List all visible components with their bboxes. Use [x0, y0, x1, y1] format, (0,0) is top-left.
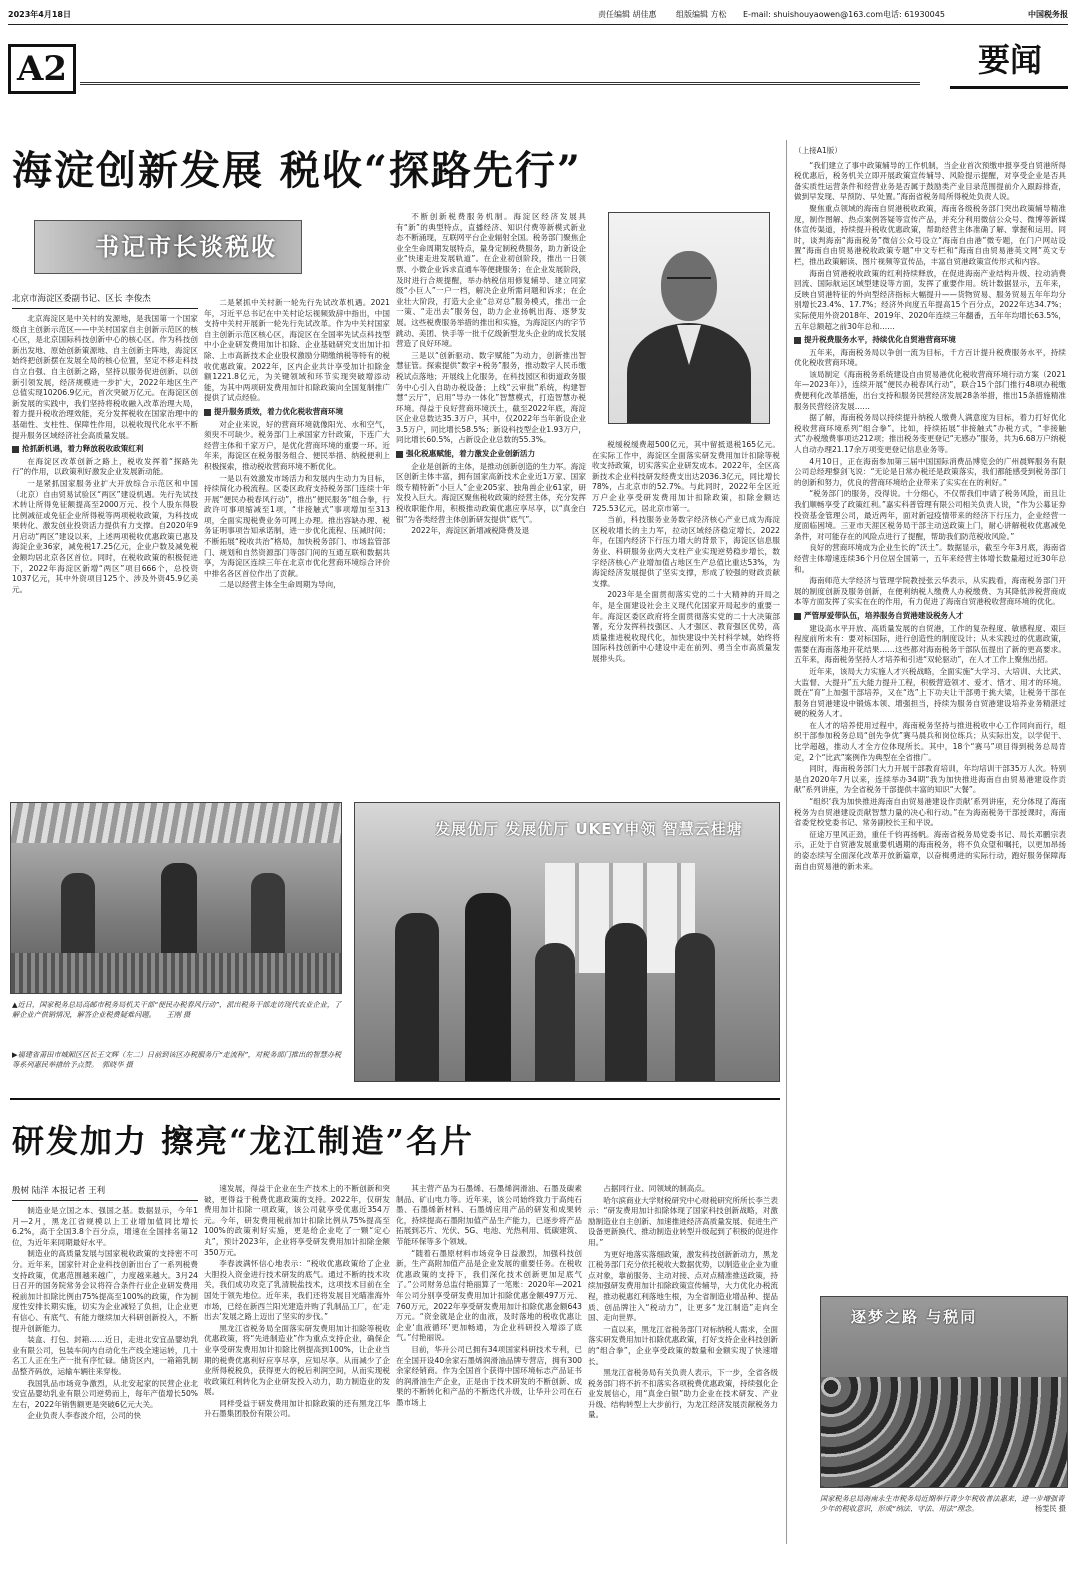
- right-p13: 建设高水平开放、高质量发展的自贸港，工作的复杂程度、敏感程度、艰巨程度前所未有：要对标国际，进行创造性的制度设计；从未实践过的优惠政策，需要在海南落地开花结果……这些都对海南税务干部队伍提出了新的更高要求。五年来，海南税务坚持人才培养和引进“双轮驱动”，在人才工作上聚焦出招。: [794, 623, 1066, 665]
- portrait-glasses: [667, 277, 711, 289]
- caption-classroom-credit: 杨雯民 摄: [1034, 1504, 1066, 1513]
- issue-date: 2023年4月18日: [8, 10, 71, 19]
- right-p8: 4月10日，正在海南参加第三届中国国际消费品博览会的广州晨辉服务有限公司总经理黎剑飞说：“无论是日常办税还是政策落实，我们都能感受到税务部门的创新和努力，优良的营商环境给企业带来了实实在在的利好。”: [794, 456, 1066, 487]
- right-p10: 良好的营商环境成为企业生长的“沃土”。数据显示，截至今年3月底，海南省经营主体增速连续36个月位居全国第一，五年来经营主体增长数量超过近30年总和。: [794, 543, 1066, 574]
- article1-c2-p1: 二是紧抓中关村新一轮先行先试改革机遇。2021年，习近平总书记在中关村论坛视频致辞中指出，中国支持中关村开展新一轮先行先试改革。作为中关村国家自主创新示范区核心区，海淀区在全国率先试点科技型中小企业研发费用加计扣除、企业基础研究支出加计扣除、上市高新技术企业股权激励分期缴纳税等特有的税收优惠政策。2022年，区内企业共计享受加计扣除金额1221.8亿元，为关键领域和环节实现突破增添动能，为其中两项研发费用加计扣除政策向全国复制推广提供了试点经验。: [204, 298, 390, 403]
- article1-subhead-1: 抢抓新机遇，着力释放税收政策红利: [12, 444, 198, 455]
- article1-column-3: [396, 212, 586, 740]
- caption-greenhouse-text: ▲近日，国家税务总局高邮市税务局机关干部“便民办税春风行动”，派出税务干部走访现代农业企业，了解企业产供销情况，解答企业税费疑难问题。 王刚 摄: [12, 1000, 342, 1019]
- article2-c4-p2: 哈尔滨商业大学财税研究中心财税研究所所长李兰表示：“研发费用加计扣除体现了国家科技创新战略，对激励制造业自主创新、加速推进经济高质量发展、促进生产设备更新换代、推动制造业转型升级起到了积极的促进作用。”: [588, 1195, 778, 1247]
- newspaper-name: 中国税务报: [1028, 10, 1068, 19]
- tax-hall-figure-4: [605, 923, 647, 1081]
- article2-c4-p4: 一直以来，黑龙江省税务部门对标纳税人需求，全面落实研发费用加计扣除优惠政策，打好支持企业科技创新的“组合拳”，企业享受政策的数量和金额实现了快速增长。: [588, 1324, 778, 1366]
- article1-column-1: [12, 314, 198, 734]
- contact-email: E-mail: shuishouyaowen@163.com: [743, 10, 884, 19]
- article1-subhead-2: 提升服务质效，着力优化税收营商环境: [204, 407, 390, 418]
- right-subhead-1: 提升税费服务水平，持续优化自贸港营商环境: [794, 335, 1066, 346]
- classroom-banner: 逐梦之路 与税同: [851, 1308, 978, 1326]
- article1-c1-p3: 在海淀区改革创新之路上，税收发挥着“探路先行”的作用，以政策利好激发企业发展新动能。: [12, 456, 198, 477]
- right-p14: 近年来，该局大力实施人才兴税战略，全面实施“大学习、大培训、大比武、大监督、大提升”五大能力提升工程，积极营造领才、爱才、惜才、用才的环境。既在“育”上加强干部培养，又在“选”上下功夫让干部勇于挑大梁，让税务干部在服务自贸港建设中锻炼本领、增强担当，持续为服务自贸港建设培养业务精湛过硬的税务人才。: [794, 666, 1066, 719]
- right-p15: 在人才的培养使用过程中，海南税务坚持与推进税收中心工作同向而行，组织干部参加税务总局“创先争优”赛马晨兵和岗位练兵；从实际出发，以学促干、比学超越，推动人才全方位体现所长。其中，18个“赛马”项目得到税务总局肯定，2个“比武”案例作为典型在全省推广。: [794, 720, 1066, 762]
- photo-greenhouse: [10, 802, 342, 994]
- article2-column-1: [12, 1206, 198, 1544]
- article2-c3-p3: 目前，华升公司已拥有34项国家科研技术专利，已在全国开设40余家石墨烯润滑油品牌专营店，拥有300余家经销商。作为全国首个获得中国环境标志产品证书的润滑油生产企业，正是由于技术研发的不断创新、成果的不断转化和产品的不断迭代升级，让华升公司在石墨市场上: [396, 1344, 582, 1407]
- article1-c1-p1: 北京海淀区是中关村的发源地，是我国第一个国家级自主创新示范区——中关村国家自主创新示范区的核心区，是北京国际科技创新中心的核心区。作为科技创新出发地、原始创新策源地、自主创新主阵地，海淀区始终把创新摆在发展全局的核心位置，坚定不移走科技自立自强、自主创新之路，坚持以服务促进创新、以创新引领发展，经济规模进一步扩大，2022年地区生产总值实现10206.9亿元，首次突破万亿元。在海淀区创新发展的实践中，我们坚持将税收融入改革治理大局，着力提升税收治理效能，充分发挥税收在国家治理中的基础性、支柱性、保障性作用，以税收现代化水平不断提升服务区域经济社会高质量发展。: [12, 314, 198, 440]
- tax-hall-figure-5: [675, 933, 715, 1081]
- article1-c3-p1: 不断创新税费服务机制。海淀区经济发展具有“新”的典型特点，直播经济、知识付费等新模式新业态不断涌现，互联网平台企业辐射全国。税务部门聚焦企业全生命周期发展特点，量身定制税费服务，助力新设企业“快速走进发展轨道”。在企业初创阶段，推出一日领票、小微企业诉求直通车等便捷服务；在企业发展阶段，及时进行合规提醒，举办纳税信用修复辅导、建立同家级“小巨人”一户一档，解决企业所需问题和诉求；在企业壮大阶段，打造大企业“总对总”服务模式，推出一企一策、“走出去”服务包，助力企业扬帆出海、逐梦发展。这些税费服务举措的推出和实施，为海淀区内的字节跳动、美团、快手等一批千亿级新型龙头企业的成长发展营造了良好环境。: [396, 212, 586, 349]
- article2-c4-p1: 占据同行业、同领域的制高点。: [603, 1184, 710, 1193]
- header-rule-thin: [8, 24, 1068, 25]
- article2-headline: 研发加力 擦亮“龙江制造”名片: [12, 1122, 474, 1160]
- article1-c4-p3: 2023年是全面贯彻落实党的二十大精神的开局之年，是全面建设社会主义现代化国家开局起步的重要一年。海淀区委区政府将全面贯彻落实党的二十大决策部署，充分发挥科技强区、人才强区、教育强区优势，高质量推进税收现代化，加快建设中关村科学城，始终将国际科技创新中心建设中走在前列、勇当全市高质量发展排头兵。: [592, 590, 780, 663]
- article1-c3-p5: 2022年，海淀区新增减税降费及退: [411, 526, 530, 536]
- article1-c4-p1: 税缓税缓费超500亿元，其中留抵退税165亿元。在实际工作中，海淀区全面落实研发费用加计扣除等税收支持政策，切实落实企业研发成本。2022年，全区高新技术企业科技研发经费支出达2036.3亿元，同比增长78%，占北京市的52.7%。与此同时，2022年全区近万户企业享受研发费用加计扣除政策，扣除金额达725.53亿元，居北京市第一。: [592, 440, 780, 513]
- right-p2: 聚焦重点领域的海南自贸港税收政策，海南各级税务部门突出政策辅导精准度，制作图解、热点案例答疑等宣传产品，并充分利用微信公众号、微博等新媒体宣传渠道，持续提升税收优惠政策，帮助经营主体准确了解、掌握和运用。同时，谈判海南“海南税务”微信公众号设立“海南自由港”微专题，在门户网站设置“海南自由贸易港税收政策专题”中文专栏和“海南自由贸易港英文网”英文专栏，推出政策解读、图片视频等宣传品，丰富自贸港政策宣传形式和内容。: [794, 203, 1066, 266]
- article2-c2-p3: 黑龙江省税务局全面落实研发费用加计扣除等税收优惠政策，将“先进制造业”作为重点支持企业，确保企业享受研发费用加计扣除比例提高到100%，让企业当期的税费优惠利好应享尽享，应知尽享。从而减少了企业所得税税负，获得更大的税后利润空间，从而实现税收政策红利转化为企业研发投入动力，助力制造业的发展。: [204, 1323, 390, 1397]
- right-column-divider: [786, 140, 787, 1544]
- caption-classroom-text: 国家税务总局海南永生市税务局近期举行青少年税收普法惠来，进一步增强青少年的税收意识，形成“纳法、守法、用法”理念。: [820, 1494, 1065, 1513]
- right-p1: “我们建立了事中政策辅导的工作机制，当企业首次预缴申报享受自贸港所得税优惠后，税务机关立即开展政策宣传辅导、风险提示提醒，对享受企业是否具备实质性运营条件和经营业务是否属于鼓励类产业目录范围提前介入跟踪排查，做到早发现、早预防、早处置。”海南省税务局所得税处负责人说。: [794, 160, 1066, 202]
- article2-c1-p4: 我国乳品市场竞争激烈，从北安起家的民营企业北安宜品婴幼乳业有限公司逆势而上，每年产值增长50%左右，2022年销售额更是突破6亿元大关。: [12, 1378, 198, 1409]
- caption-tax-hall-text: ▶福建省莆田市城厢区区长王文辉（左二）日前到该区办税服务厅“走流程”，对税务部门推出的智慧办税等系列惠民举措给予点赞。 郭晓华 摄: [12, 1050, 342, 1069]
- article2-c1-p2: 制造业的高质量发展与国家税收政策的支持密不可分。近年来，国家针对企业科技创新出台了一系列税费支持政策，优惠范围越来越广，力度越来越大。3月24日召开的国务院常务会议将符合条件行业企业研发费用税前加计扣除比例由75%提高至100%的政策，作为制度性安排长期实施，切实为企业减轻了负担，让企业更有信心、有底气、有能力继续加大科研创新投入，不断提升创新能力。: [12, 1249, 198, 1333]
- right-subhead-2: 严管厚爱带队伍，培养服务自贸港建设税务人才: [794, 611, 1066, 622]
- article2-byline: 殷树 陆洋 本报记者 王利: [12, 1186, 106, 1196]
- right-p17: “组织‘我为加快推进海南自由贸易港建设作贡献’系列讲座，充分体现了海南税务为自贸港建设贡献智慧力量的决心和行动。”在为海南税务干部授课时，海南省委党校党委书记、常务副校长王和平说。: [794, 797, 1066, 828]
- column-banner-text: 书记市长谈税收: [95, 232, 277, 261]
- caption-tax-hall: [12, 1050, 342, 1074]
- article1-c4-p2: 当前，科技服务业务数字经济核心产业已成为海淀区税收增长的主力军，拉动区域经济稳定增长。2022年，在国内经济下行压力增大的背景下，海淀区信息服务业、科研服务业两大支柱产业实现逆势稳步增长，数字经济核心产业增加值占地区生产总值比重达53%，为海淀经济发展提供了坚实支撑，形成了较强的财政贡献支撑。: [592, 515, 780, 588]
- masthead-top-line: [8, 8, 1068, 22]
- article2-column-2: [204, 1184, 390, 1544]
- caption-classroom: [820, 1494, 1066, 1534]
- right-p18: 征途万里风正劲，重任千钧再扬帆。海南省税务局党委书记、局长邓鹏宗表示，正处于自贸港发展重要机遇期的海南税务，将不负众望和嘱托，以更加昂扬的姿态续写全面深化改革开放新篇章，以奋楫勇进的实际行动，跑好服务保障海南自由贸易港的新未来。: [794, 829, 1066, 871]
- article2-c2-p1: 速发展，得益于企业在生产技术上的不断创新和突破，更得益于税费优惠政策的支持。2022年，仅研发费用加计扣除一项政策，该公司就享受优惠近354万元。今年，研发费用税前加计扣除比例从75%提高至100%的政策利好实施，更是给企业吃了一颗“定心丸”，预计2023年，企业将享受研发费用加计扣除金额350万元。: [204, 1184, 390, 1257]
- caption-greenhouse: [12, 1000, 342, 1042]
- article2-c3-p1: 其主营产品为石墨烯、石墨烯润滑油、石墨及碳素制品、矿山电力等。近年来，该公司始终致力于高纯石墨、石墨烯新材料、石墨烯应用产品的研发和成果转化，持续提高石墨附加值产品生产能力，已逐步将产品拓展到芯片、光伏、5G、电池、光热利用、低碳建筑、节能环保等多个领域。: [396, 1184, 582, 1246]
- editor-credit: 责任编辑 胡佳惠: [598, 10, 657, 19]
- article2-column-4: [588, 1184, 778, 1544]
- article2-c1-p1: 制造业是立国之本、强国之基。数据显示，今年1月—2月，黑龙江省规模以上工业增加值同比增长6.2%，高于全国3.8个百分点，增速在全国排名第12位，为近年来同期最好水平。: [12, 1206, 198, 1247]
- greenhouse-roof: [11, 803, 341, 843]
- page-number: A2: [8, 44, 76, 94]
- right-p9: “税务部门的服务，没得说。十分细心，不仅帮我们申请了税务风险，而且让我们顺畅享受了政策红利。”嘉实科普管理有限公司相关负责人说，“作为公募证券投资基金管理公司，最近两年，面对新冠疫情带来的经济下行压力，企业经营一度面临困境。三亚市天涯区税务局干部主动送政策上门，耐心讲解税收优惠减免条件，对可能存在的风险点进行了提醒，帮助我们防范税收风险。”: [794, 489, 1066, 541]
- portrait-photo: [608, 212, 770, 424]
- article1-column-4: [592, 440, 780, 740]
- article2-c4-p5: 黑龙江省税务局有关负责人表示，下一步，全省各级税务部门将不折不扣落实各项税费优惠政策，持续强化企业发展信心，用“真金白银”助力企业在技术研发、产业升级、结构转型上大步前行，为龙江经济发展贡献税务力量。: [588, 1368, 778, 1420]
- article2-c2-p4: 同样受益于研发费用加计扣除政策的还有黑龙江华升石墨集团股份有限公司。: [204, 1398, 390, 1419]
- tax-hall-banner: 发展优厅 发展优厅 UKEY申领 智慧云桂塘: [435, 820, 743, 838]
- greenhouse-seedling-tray: [11, 953, 341, 993]
- article1-headline: 海淀创新发展 税收“探路先行”: [12, 147, 582, 194]
- contact-phone: 电话: 61930045: [883, 10, 945, 19]
- article1-c3-p2: 三是以“创新驱动、数字赋能”为动力，创新推出智慧征管。探索提供“数字+税务”服务，推动数字人民币缴税试点落地；开展线上化服务，在科技园区和街道政务服务中心引入自助办税设备；上线“云审批”系统，构建智慧“云厅”，启用“导办一体化”智慧模式，打造智慧办税环境。得益于良好营商环境沃土，截至2022年底，海淀区企业总数达35.3万户，其中，仅2022年当年新设企业3.5万户，同比增长58.5%；新设科技型企业1.93万户，同比增长60.5%，占新设企业总数的55.3%。: [396, 350, 586, 445]
- byline-rule: [12, 308, 198, 309]
- article2-c1-p3: 装盒、打包、封箱……近日，走进北安宜品婴幼乳业有限公司，包装车间内自动化生产线全速运转，几十名工人正在生产一批有序忙碌。储货区内，一箱箱乳制品整齐码放，运输车辆往来穿梭。: [12, 1335, 198, 1376]
- article1-c3-p4: 企业是创新的主体，是推动创新创造的生力军。海淀区创新主体丰富，拥有国家高新技术企业近1万家、国家级专精特新“小巨人”企业205家、独角兽企业61家，研发投入巨大。海淀区聚焦税收政策的经营主体，充分发挥税收职能作用，积极推动政策优惠应享尽享，以“真金白银”为各类经营主体创新研发提供“底气”。: [396, 461, 586, 524]
- right-p3: 海南自贸港税收政策的红利持续释放，在促进海南产业结构升级、拉动消费回流、国际航运区域型建设等方面，发挥了重要作用。统计数据显示，五年来，反映自贸港特征的外向型经济指标大幅提升——货物贸易、服务贸易五年年均分别增长23.4%、17.7%；经济外向度五年提高15个百分点，2022年达34.7%；实际使用外资2018年、2019年、2020年连续三年翻番，五年年均增长63.5%，五年总额超之前30年总和……: [794, 268, 1066, 331]
- right-p16: 同时，海南税务部门大力开展干部教育培训，年均培训干部35万人次。特别是自2020年7月以来，连续举办34期“我为加快推进海南自由贸易港建设作贡献”系列讲座，为全省税务干部提供丰富的知识“大餐”。: [794, 764, 1066, 795]
- article2-byline-rule: [12, 1200, 198, 1201]
- article1-byline: 北京市海淀区委副书记、区长 李俊杰: [12, 294, 151, 304]
- article2-c4-p3: 为更好地落实落细政策，激发科技创新新动力，黑龙江税务部门充分依托税收大数据优势，以制造业企业为重点对象，靠前服务、主动对接、点对点精准推送政策，持续加强研发费用加计扣除政策宣传辅导，大力优化办税流程，推动税惠红利落地生根，为全省制造业增品种、提品质、创品牌注入“税动力”，让更多“龙江制造”走向全国、走向世界。: [588, 1249, 778, 1323]
- article1-c2-p4: 一是以有效激发市场活力和发展内生动力为目标，持续简化办税流程。区委区政府支持税务部门连续十年开展“便民办税春风行动”，推出“便民服务”组合拳，行政许可事项缩减至1项，“非接触式”事项增加至313项，全面实现税费业务可网上办理。推出容缺办理、税务证明事项告知承诺制，进一步优化流程、压减时间；不断拓展“税收共治”格局，加快税务部门、市场监管部门、规划和自然资源部门等部门间的互通互联和数据共享，为海淀区连续三年在北京市优化营商环境综合评价中排名各区首位作出了贡献。: [204, 473, 390, 578]
- tax-hall-figure-3: [535, 943, 575, 1081]
- header-rule: [80, 82, 920, 85]
- right-p5: 五年来，海南税务局以争创一流为目标，千方百计提升税费服务水平，持续优化税收营商环境。: [794, 347, 1066, 368]
- article2-c1-p5: 企业负责人李春波介绍，公司的快: [27, 1411, 142, 1421]
- article1-c2-p5: 二是以经营主体全生命周期为导向，: [219, 580, 341, 590]
- section-title: 要闻: [977, 41, 1042, 79]
- article2-column-3: [396, 1184, 582, 1544]
- article1-subhead-3: 强化税惠赋能，着力激发企业创新活力: [396, 449, 586, 460]
- photo-classroom: [820, 1296, 1068, 1488]
- column-banner: [34, 220, 302, 274]
- photo-tax-hall: [354, 802, 780, 1082]
- article2-c2-p2: 李春波满怀信心地表示：“税收优惠政策给了企业大胆投入资金进行技术研发的底气。通过不断的技术攻关，我们成功攻克了乳清脱盐技术，这项技术目前在全国处于领先地位。近年来，我们还将发展目光瞄准海外市场，已经在新西兰阳光建造并购了乳制品工厂，在‘走出去’发展之路上迈出了坚实的步伐。”: [204, 1259, 390, 1322]
- article2-c3-p2: “随着石墨原材料市场竞争日益激烈，加强科技创新，生产高附加值产品是企业发展的重要任务。在税收优惠政策的支持下，我们深化技术创新更加足底气了。”公司财务总监付艳丽算了一笔账：2020年—2021年公司分别享受研发费用加计扣除优惠金额497万元、760万元，2022年享受研发费用加计扣除优惠金额643万元。“资金就是企业的血液，及时落地的税收优惠让企业‘血液循环’更加畅通，为企业科研投入增添了底气。”付艳丽说。: [396, 1248, 582, 1343]
- continued-note: （上接A1版）: [794, 146, 842, 155]
- classroom-students: [821, 1377, 1067, 1487]
- layout-editor-credit: 组版编辑 方松: [676, 10, 727, 19]
- right-p7: 据了解，海南税务局以持续提升纳税人缴费人满意度为目标，着力打好优化税收营商环境系列“组合拳”。比如，持续拓展“非接触式”办税方式，“非接触式”办税缴费事项达212项；推出税务变更登记“无感办”服务，共为6.68万户纳税人自动办理21.17余万项变更登记信息业务等。: [794, 413, 1066, 455]
- tax-hall-figure-1: [395, 913, 439, 1081]
- right-p11: 海南师范大学经济与管理学院教授张云华表示，从实践看，海南税务部门开展的制度创新及服务创新，在便利纳税人缴费人办税缴费、为其降低涉税营商成本等方面发挥了实实在在的作用，有力促进了海南自贸港税收营商环境的优化。: [794, 576, 1066, 607]
- right-p6: 该局制定《海南税务系统建设自由贸易港优化税收营商环境行动方案（2021年—2023年）》，连续开展“便民办税春风行动”，联合15个部门推行48项办税缴费便利化改革措施，出台支持和服务民营经济发展28条举措，推出15条措施精准服务民营经济发展……: [794, 369, 1066, 411]
- section-title-underline: [950, 86, 1068, 89]
- article-divider: [10, 1098, 780, 1100]
- article1-c2-p3: 对企业来说，好的营商环境就像阳光、水和空气，须臾不可缺少。税务部门上承国家方针政策，下连广大经营主体和千家万户，是优化营商环境的重要一环。近年来，海淀区在税务服务组合、便民举措、纳税便利上积极探索，推动税收营商环境不断优化。: [204, 419, 390, 471]
- article1-c1-p4: 一是紧抓国家服务业扩大开放综合示范区和中国（北京）自由贸易试验区“两区”建设机遇。先行先试技术转让所得免征额提高至2000万元、投个人股东得股比例减征或免征企业所得税等两项税收政策，为科技成果转化、激发创业投资活力提供有力支撑。自2020年9月启动“两区”建设以来，上述两项税收优惠政策已惠及海淀企业36家，减免税17.25亿元，企业户数及减免税金额均居北京各区首位。同时，在税收政策的积极促进下，2022年海淀区新增“两区”项目666个，总投资1037亿元，其中外资项目125个、涉及外资45.9亿美元。: [12, 478, 198, 594]
- article1-column-2: [204, 298, 390, 738]
- tax-hall-figure-2: [465, 893, 511, 1081]
